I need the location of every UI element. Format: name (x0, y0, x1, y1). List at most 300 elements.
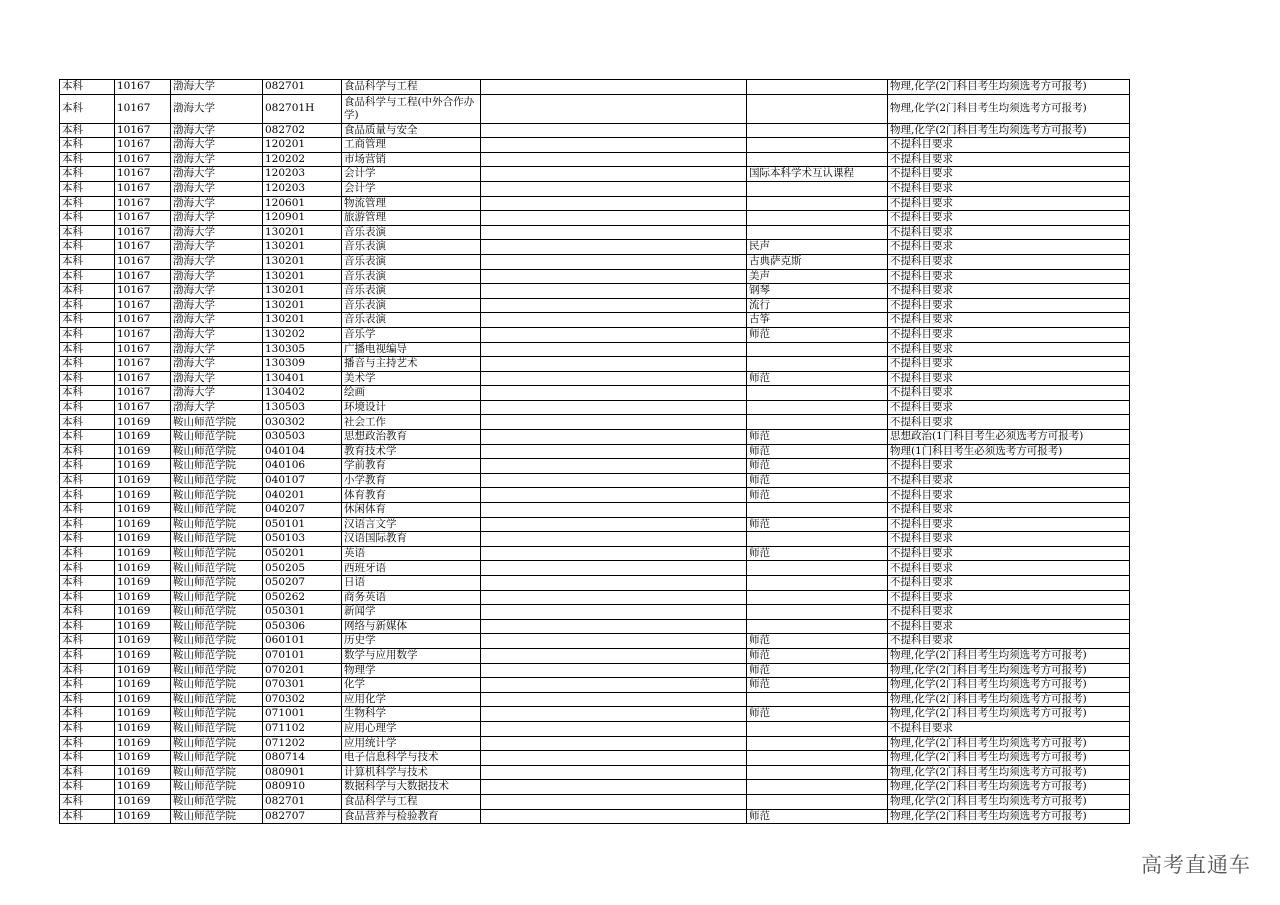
school-name-cell: 渤海大学 (171, 94, 263, 123)
subject-requirement-cell: 不提科目要求 (888, 254, 1130, 269)
school-name-cell: 鞍山师范学院 (171, 765, 263, 780)
level-cell: 本科 (60, 342, 115, 357)
blank-cell (481, 123, 747, 138)
major-code-cell: 130201 (263, 298, 342, 313)
school-code-cell: 10169 (115, 532, 171, 547)
note-cell (747, 211, 888, 226)
school-code-cell: 10167 (115, 254, 171, 269)
subject-requirement-cell: 不提科目要求 (888, 590, 1130, 605)
subject-requirement-cell: 不提科目要求 (888, 605, 1130, 620)
major-code-cell: 080901 (263, 765, 342, 780)
school-code-cell: 10167 (115, 181, 171, 196)
school-code-cell: 10169 (115, 780, 171, 795)
table-row (60, 517, 1130, 532)
school-name-cell: 鞍山师范学院 (171, 503, 263, 518)
note-cell: 师范 (747, 648, 888, 663)
level-cell: 本科 (60, 692, 115, 707)
school-code-cell: 10167 (115, 80, 171, 95)
blank-cell (481, 517, 747, 532)
table-row (60, 546, 1130, 561)
blank-cell (481, 196, 747, 211)
school-name-cell: 渤海大学 (171, 167, 263, 182)
subject-requirement-cell: 物理,化学(2门科目考生均须选考方可报考) (888, 692, 1130, 707)
major-code-cell: 060101 (263, 634, 342, 649)
note-cell: 钢琴 (747, 284, 888, 299)
note-cell (747, 692, 888, 707)
school-code-cell: 10167 (115, 357, 171, 372)
table-row (60, 357, 1130, 372)
major-name-cell: 思想政治教育 (342, 430, 481, 445)
blank-cell (481, 532, 747, 547)
level-cell: 本科 (60, 663, 115, 678)
level-cell: 本科 (60, 736, 115, 751)
school-code-cell: 10169 (115, 503, 171, 518)
school-code-cell: 10167 (115, 386, 171, 401)
school-code-cell: 10169 (115, 517, 171, 532)
major-code-cell: 050201 (263, 546, 342, 561)
major-code-cell: 130309 (263, 357, 342, 372)
admission-table (59, 79, 1130, 824)
school-name-cell: 鞍山师范学院 (171, 546, 263, 561)
subject-requirement-cell: 物理,化学(2门科目考生均须选考方可报考) (888, 94, 1130, 123)
blank-cell (481, 342, 747, 357)
subject-requirement-cell: 不提科目要求 (888, 211, 1130, 226)
note-cell (747, 386, 888, 401)
major-name-cell: 音乐学 (342, 327, 481, 342)
major-code-cell: 050262 (263, 590, 342, 605)
subject-requirement-cell: 不提科目要求 (888, 532, 1130, 547)
school-code-cell: 10167 (115, 313, 171, 328)
school-code-cell: 10167 (115, 269, 171, 284)
school-code-cell: 10167 (115, 240, 171, 255)
major-name-cell: 音乐表演 (342, 240, 481, 255)
subject-requirement-cell: 物理,化学(2门科目考生均须选考方可报考) (888, 809, 1130, 824)
level-cell: 本科 (60, 386, 115, 401)
subject-requirement-cell: 不提科目要求 (888, 517, 1130, 532)
major-code-cell: 130201 (263, 254, 342, 269)
table-row (60, 780, 1130, 795)
school-name-cell: 鞍山师范学院 (171, 430, 263, 445)
subject-requirement-cell: 不提科目要求 (888, 634, 1130, 649)
school-name-cell: 鞍山师范学院 (171, 634, 263, 649)
major-name-cell: 英语 (342, 546, 481, 561)
subject-requirement-cell: 思想政治(1门科目考生必须选考方可报考) (888, 430, 1130, 445)
subject-requirement-cell: 不提科目要求 (888, 371, 1130, 386)
major-code-cell: 080910 (263, 780, 342, 795)
school-name-cell: 渤海大学 (171, 138, 263, 153)
school-name-cell: 鞍山师范学院 (171, 678, 263, 693)
school-code-cell: 10169 (115, 751, 171, 766)
major-code-cell: 070302 (263, 692, 342, 707)
blank-cell (481, 415, 747, 430)
level-cell: 本科 (60, 181, 115, 196)
level-cell: 本科 (60, 459, 115, 474)
major-code-cell: 071001 (263, 707, 342, 722)
school-code-cell: 10169 (115, 794, 171, 809)
major-name-cell: 汉语言文学 (342, 517, 481, 532)
blank-cell (481, 444, 747, 459)
blank-cell (481, 634, 747, 649)
table-row (60, 167, 1130, 182)
school-name-cell: 鞍山师范学院 (171, 415, 263, 430)
major-code-cell: 040201 (263, 488, 342, 503)
subject-requirement-cell: 不提科目要求 (888, 152, 1130, 167)
school-name-cell: 渤海大学 (171, 196, 263, 211)
major-code-cell: 050306 (263, 619, 342, 634)
level-cell: 本科 (60, 751, 115, 766)
major-code-cell: 130201 (263, 225, 342, 240)
note-cell: 流行 (747, 298, 888, 313)
level-cell: 本科 (60, 780, 115, 795)
school-name-cell: 鞍山师范学院 (171, 576, 263, 591)
table-row (60, 532, 1130, 547)
school-code-cell: 10167 (115, 400, 171, 415)
note-cell: 师范 (747, 678, 888, 693)
school-name-cell: 渤海大学 (171, 211, 263, 226)
subject-requirement-cell: 不提科目要求 (888, 503, 1130, 518)
note-cell (747, 576, 888, 591)
level-cell: 本科 (60, 707, 115, 722)
school-name-cell: 鞍山师范学院 (171, 736, 263, 751)
level-cell: 本科 (60, 765, 115, 780)
blank-cell (481, 488, 747, 503)
major-name-cell: 食品科学与工程 (342, 794, 481, 809)
note-cell (747, 357, 888, 372)
table-row (60, 590, 1130, 605)
blank-cell (481, 371, 747, 386)
major-name-cell: 环境设计 (342, 400, 481, 415)
school-name-cell: 渤海大学 (171, 123, 263, 138)
school-code-cell: 10169 (115, 415, 171, 430)
school-code-cell: 10167 (115, 211, 171, 226)
subject-requirement-cell: 物理,化学(2门科目考生均须选考方可报考) (888, 80, 1130, 95)
level-cell: 本科 (60, 167, 115, 182)
school-name-cell: 渤海大学 (171, 313, 263, 328)
blank-cell (481, 357, 747, 372)
major-code-cell: 050101 (263, 517, 342, 532)
major-code-cell: 070101 (263, 648, 342, 663)
major-name-cell: 西班牙语 (342, 561, 481, 576)
major-name-cell: 化学 (342, 678, 481, 693)
table-row (60, 721, 1130, 736)
blank-cell (481, 386, 747, 401)
major-code-cell: 050207 (263, 576, 342, 591)
blank-cell (481, 152, 747, 167)
school-name-cell: 鞍山师范学院 (171, 780, 263, 795)
note-cell (747, 342, 888, 357)
major-code-cell: 130402 (263, 386, 342, 401)
note-cell: 师范 (747, 459, 888, 474)
major-code-cell: 050205 (263, 561, 342, 576)
note-cell: 古筝 (747, 313, 888, 328)
major-name-cell: 工商管理 (342, 138, 481, 153)
major-name-cell: 体育教育 (342, 488, 481, 503)
subject-requirement-cell: 不提科目要求 (888, 167, 1130, 182)
subject-requirement-cell: 不提科目要求 (888, 400, 1130, 415)
note-cell: 师范 (747, 663, 888, 678)
level-cell: 本科 (60, 298, 115, 313)
school-name-cell: 鞍山师范学院 (171, 561, 263, 576)
blank-cell (481, 284, 747, 299)
school-code-cell: 10169 (115, 473, 171, 488)
school-name-cell: 鞍山师范学院 (171, 751, 263, 766)
level-cell: 本科 (60, 415, 115, 430)
subject-requirement-cell: 不提科目要求 (888, 240, 1130, 255)
major-name-cell: 小学教育 (342, 473, 481, 488)
major-name-cell: 应用心理学 (342, 721, 481, 736)
school-code-cell: 10167 (115, 123, 171, 138)
major-name-cell: 社会工作 (342, 415, 481, 430)
school-code-cell: 10167 (115, 138, 171, 153)
subject-requirement-cell: 不提科目要求 (888, 313, 1130, 328)
blank-cell (481, 313, 747, 328)
subject-requirement-cell: 不提科目要求 (888, 327, 1130, 342)
table-body (60, 80, 1130, 824)
level-cell: 本科 (60, 576, 115, 591)
table-row (60, 298, 1130, 313)
school-code-cell: 10169 (115, 590, 171, 605)
note-cell (747, 400, 888, 415)
major-code-cell: 040104 (263, 444, 342, 459)
major-name-cell: 物流管理 (342, 196, 481, 211)
school-code-cell: 10169 (115, 634, 171, 649)
school-name-cell: 渤海大学 (171, 357, 263, 372)
level-cell: 本科 (60, 225, 115, 240)
subject-requirement-cell: 不提科目要求 (888, 386, 1130, 401)
school-code-cell: 10169 (115, 561, 171, 576)
major-code-cell: 120201 (263, 138, 342, 153)
major-name-cell: 音乐表演 (342, 225, 481, 240)
table-row (60, 211, 1130, 226)
blank-cell (481, 663, 747, 678)
blank-cell (481, 298, 747, 313)
major-code-cell: 082707 (263, 809, 342, 824)
major-code-cell: 130305 (263, 342, 342, 357)
blank-cell (481, 780, 747, 795)
school-name-cell: 鞍山师范学院 (171, 619, 263, 634)
school-code-cell: 10169 (115, 430, 171, 445)
subject-requirement-cell: 不提科目要求 (888, 357, 1130, 372)
subject-requirement-cell: 不提科目要求 (888, 284, 1130, 299)
major-code-cell: 130201 (263, 240, 342, 255)
level-cell: 本科 (60, 590, 115, 605)
major-name-cell: 音乐表演 (342, 313, 481, 328)
major-name-cell: 食品科学与工程 (342, 80, 481, 95)
table-row (60, 736, 1130, 751)
level-cell: 本科 (60, 138, 115, 153)
subject-requirement-cell: 物理,化学(2门科目考生均须选考方可报考) (888, 794, 1130, 809)
school-name-cell: 鞍山师范学院 (171, 809, 263, 824)
school-code-cell: 10169 (115, 692, 171, 707)
table-row (60, 254, 1130, 269)
blank-cell (481, 721, 747, 736)
major-name-cell: 电子信息科学与技术 (342, 751, 481, 766)
blank-cell (481, 181, 747, 196)
level-cell: 本科 (60, 532, 115, 547)
note-cell: 师范 (747, 707, 888, 722)
note-cell (747, 561, 888, 576)
note-cell: 师范 (747, 430, 888, 445)
major-name-cell: 应用统计学 (342, 736, 481, 751)
major-code-cell: 040207 (263, 503, 342, 518)
note-cell (747, 794, 888, 809)
school-code-cell: 10167 (115, 342, 171, 357)
subject-requirement-cell: 物理,化学(2门科目考生均须选考方可报考) (888, 765, 1130, 780)
school-name-cell: 渤海大学 (171, 269, 263, 284)
level-cell: 本科 (60, 678, 115, 693)
major-code-cell: 070201 (263, 663, 342, 678)
school-code-cell: 10169 (115, 488, 171, 503)
blank-cell (481, 211, 747, 226)
major-name-cell: 新闻学 (342, 605, 481, 620)
subject-requirement-cell: 物理,化学(2门科目考生均须选考方可报考) (888, 751, 1130, 766)
table-row (60, 634, 1130, 649)
table-row (60, 386, 1130, 401)
level-cell: 本科 (60, 546, 115, 561)
table-row (60, 138, 1130, 153)
level-cell: 本科 (60, 400, 115, 415)
major-code-cell: 071202 (263, 736, 342, 751)
blank-cell (481, 138, 747, 153)
note-cell (747, 196, 888, 211)
major-name-cell: 物理学 (342, 663, 481, 678)
school-name-cell: 渤海大学 (171, 181, 263, 196)
subject-requirement-cell: 不提科目要求 (888, 473, 1130, 488)
subject-requirement-cell: 不提科目要求 (888, 459, 1130, 474)
school-code-cell: 10167 (115, 284, 171, 299)
note-cell (747, 532, 888, 547)
subject-requirement-cell: 不提科目要求 (888, 342, 1130, 357)
level-cell: 本科 (60, 284, 115, 299)
blank-cell (481, 590, 747, 605)
major-name-cell: 绘画 (342, 386, 481, 401)
table-row (60, 196, 1130, 211)
school-code-cell: 10169 (115, 765, 171, 780)
major-name-cell: 音乐表演 (342, 269, 481, 284)
major-code-cell: 030302 (263, 415, 342, 430)
school-name-cell: 渤海大学 (171, 225, 263, 240)
note-cell (747, 80, 888, 95)
level-cell: 本科 (60, 357, 115, 372)
level-cell: 本科 (60, 473, 115, 488)
blank-cell (481, 430, 747, 445)
major-code-cell: 130201 (263, 269, 342, 284)
school-code-cell: 10169 (115, 721, 171, 736)
blank-cell (481, 605, 747, 620)
blank-cell (481, 459, 747, 474)
subject-requirement-cell: 不提科目要求 (888, 546, 1130, 561)
school-code-cell: 10169 (115, 648, 171, 663)
school-name-cell: 渤海大学 (171, 152, 263, 167)
major-name-cell: 网络与新媒体 (342, 619, 481, 634)
blank-cell (481, 648, 747, 663)
major-name-cell: 食品科学与工程(中外合作办学) (342, 94, 481, 123)
note-cell (747, 415, 888, 430)
school-name-cell: 渤海大学 (171, 80, 263, 95)
note-cell (747, 225, 888, 240)
school-code-cell: 10169 (115, 707, 171, 722)
major-name-cell: 日语 (342, 576, 481, 591)
level-cell: 本科 (60, 211, 115, 226)
blank-cell (481, 269, 747, 284)
table-row (60, 678, 1130, 693)
school-code-cell: 10169 (115, 663, 171, 678)
major-name-cell: 音乐表演 (342, 284, 481, 299)
major-name-cell: 教育技术学 (342, 444, 481, 459)
school-name-cell: 鞍山师范学院 (171, 794, 263, 809)
major-code-cell: 070301 (263, 678, 342, 693)
table-row (60, 430, 1130, 445)
table-row (60, 648, 1130, 663)
level-cell: 本科 (60, 80, 115, 95)
blank-cell (481, 254, 747, 269)
major-name-cell: 休闲体育 (342, 503, 481, 518)
major-name-cell: 美术学 (342, 371, 481, 386)
table-row (60, 663, 1130, 678)
blank-cell (481, 736, 747, 751)
note-cell: 师范 (747, 488, 888, 503)
note-cell (747, 152, 888, 167)
table-row (60, 619, 1130, 634)
school-code-cell: 10169 (115, 605, 171, 620)
major-name-cell: 食品质量与安全 (342, 123, 481, 138)
blank-cell (481, 619, 747, 634)
table-row (60, 371, 1130, 386)
level-cell: 本科 (60, 430, 115, 445)
level-cell: 本科 (60, 152, 115, 167)
level-cell: 本科 (60, 94, 115, 123)
table-row (60, 80, 1130, 95)
level-cell: 本科 (60, 648, 115, 663)
subject-requirement-cell: 不提科目要求 (888, 196, 1130, 211)
level-cell: 本科 (60, 503, 115, 518)
note-cell: 师范 (747, 473, 888, 488)
table-row (60, 181, 1130, 196)
table-row (60, 765, 1130, 780)
major-name-cell: 播音与主持艺术 (342, 357, 481, 372)
note-cell: 师范 (747, 546, 888, 561)
level-cell: 本科 (60, 794, 115, 809)
note-cell: 国际本科学术互认课程 (747, 167, 888, 182)
school-name-cell: 鞍山师范学院 (171, 473, 263, 488)
subject-requirement-cell: 不提科目要求 (888, 138, 1130, 153)
subject-requirement-cell: 物理,化学(2门科目考生均须选考方可报考) (888, 736, 1130, 751)
major-code-cell: 130201 (263, 284, 342, 299)
major-name-cell: 市场营销 (342, 152, 481, 167)
level-cell: 本科 (60, 634, 115, 649)
school-code-cell: 10167 (115, 152, 171, 167)
school-name-cell: 鞍山师范学院 (171, 488, 263, 503)
blank-cell (481, 751, 747, 766)
school-code-cell: 10169 (115, 546, 171, 561)
school-code-cell: 10167 (115, 196, 171, 211)
note-cell: 师范 (747, 327, 888, 342)
major-code-cell: 120202 (263, 152, 342, 167)
school-code-cell: 10169 (115, 619, 171, 634)
level-cell: 本科 (60, 313, 115, 328)
school-name-cell: 鞍山师范学院 (171, 707, 263, 722)
school-code-cell: 10167 (115, 94, 171, 123)
note-cell (747, 619, 888, 634)
note-cell (747, 751, 888, 766)
note-cell: 师范 (747, 444, 888, 459)
table-row (60, 269, 1130, 284)
school-code-cell: 10169 (115, 678, 171, 693)
subject-requirement-cell: 物理,化学(2门科目考生均须选考方可报考) (888, 123, 1130, 138)
blank-cell (481, 576, 747, 591)
blank-cell (481, 678, 747, 693)
major-code-cell: 082701 (263, 794, 342, 809)
